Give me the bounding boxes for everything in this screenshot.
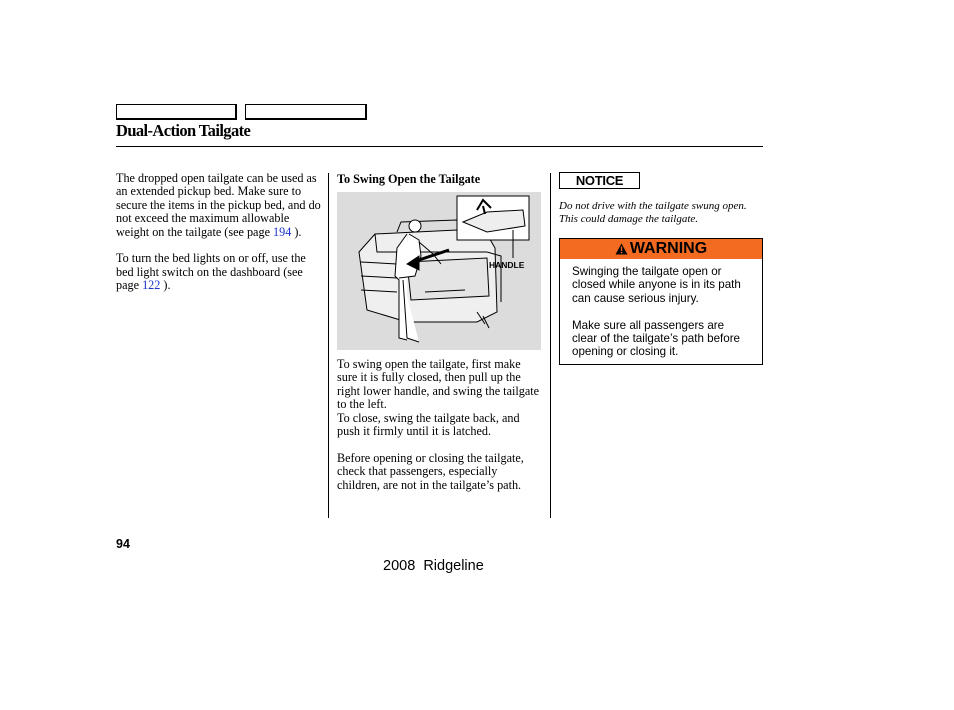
page-title: Dual-Action Tailgate	[116, 121, 251, 140]
paragraph-text: To close, swing the tailgate back, and push it firmly until it is latched.	[337, 410, 520, 439]
paragraph-text: To turn the bed lights on or off, use the bed light switch on the dashboard (see page	[116, 251, 306, 293]
warning-header	[560, 239, 762, 259]
page-reference-link[interactable]: 194	[273, 224, 292, 239]
safety-paragraph	[337, 452, 542, 492]
page-number: 94	[116, 537, 130, 551]
column-divider	[550, 173, 551, 518]
paragraph-text: To swing open the tailgate, first make sure it is fully closed, then pull up the right lower handle, and swing the tailgate to the left.	[337, 357, 540, 412]
warning-triangle-icon	[615, 243, 628, 255]
swing-open-paragraph	[337, 358, 542, 412]
warning-body	[572, 265, 752, 372]
paragraph-text: The dropped open tailgate can be used as an extended pickup bed. Make sure to secure the items in the pickup bed, and do not exceed the maximum allowable weight on the tailgate (see page	[116, 171, 321, 239]
column-divider	[328, 173, 329, 518]
title-divider	[116, 146, 763, 147]
nav-button-main-menu[interactable]	[116, 104, 237, 120]
section-heading: To Swing Open the Tailgate	[337, 172, 481, 186]
warning-paragraph: Make sure all passengers are clear of the tailgate’s path before opening or closing it.	[572, 318, 741, 359]
page-reference-link[interactable]: 122	[142, 278, 161, 293]
warning-label: WARNING	[629, 240, 708, 257]
left-column	[116, 172, 321, 306]
footer-model: 2008 Ridgeline	[383, 558, 484, 574]
paragraph-text: ).	[160, 278, 171, 293]
handle-label: HANDLE	[489, 260, 525, 270]
tailgate-illustration	[337, 192, 541, 350]
bed-lights-paragraph	[116, 252, 321, 292]
middle-column	[337, 358, 542, 505]
close-paragraph	[337, 412, 542, 439]
notice-text: Do not drive with the tailgate swung open. This could damage the tailgate.	[559, 200, 747, 226]
warning-paragraph: Swinging the tailgate open or closed while anyone is in its path can cause serious injury.	[572, 265, 741, 305]
nav-button-table-of-contents[interactable]	[245, 104, 367, 120]
paragraph-text: ).	[291, 224, 302, 239]
paragraph-text: Before opening or closing the tailgate, check that passengers, especially children, are not in the tailgate’s path.	[337, 450, 524, 492]
warning-box	[559, 238, 763, 365]
notice-label: NOTICE	[559, 172, 640, 189]
tailgate-bed-paragraph	[116, 172, 321, 239]
